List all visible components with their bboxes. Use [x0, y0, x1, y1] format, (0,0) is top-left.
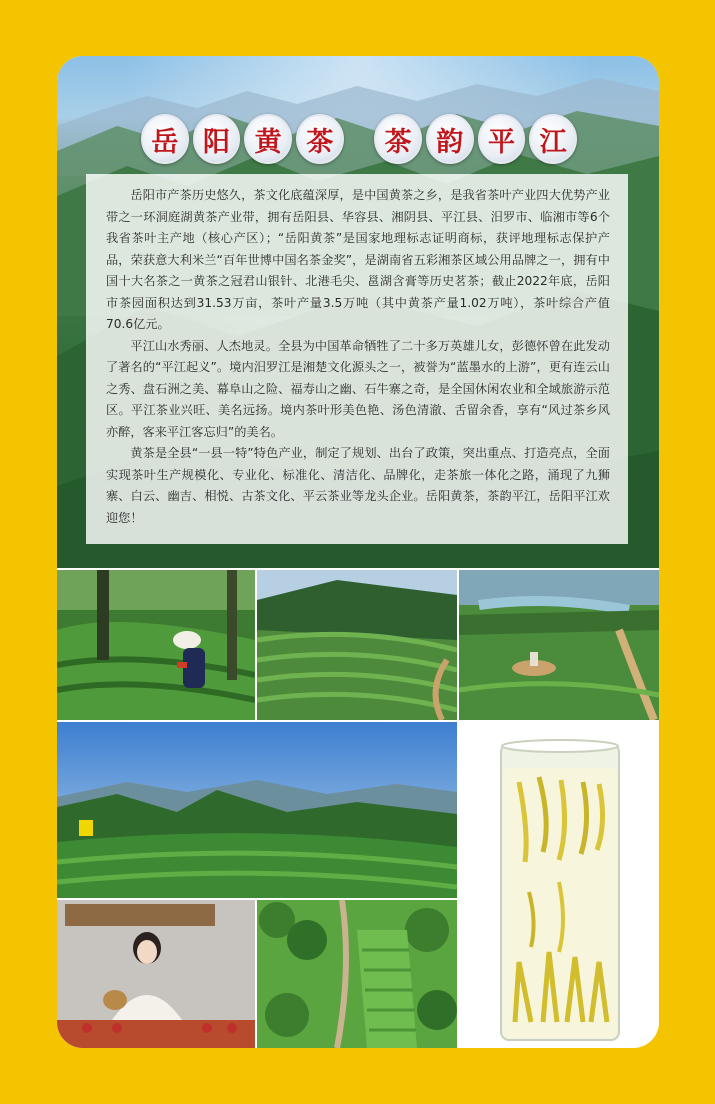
aerial-tea-valley-photo	[257, 900, 457, 1048]
tea-ceremony-photo	[57, 900, 255, 1048]
tea-garden-path-photo	[459, 570, 659, 720]
headline-char: 江	[529, 114, 577, 164]
intro-text-box	[86, 174, 628, 544]
headline-char: 茶	[296, 114, 344, 164]
tea-terrace-hill-photo	[257, 570, 457, 720]
headline-char: 韵	[426, 114, 474, 164]
poster	[57, 56, 659, 1048]
headline-char: 茶	[374, 114, 422, 164]
tea-picker-photo	[57, 570, 255, 720]
headline-char: 岳	[141, 114, 189, 164]
headline-char: 平	[478, 114, 526, 164]
headline-char: 黄	[244, 114, 292, 164]
hero-landscape	[57, 56, 659, 568]
intro-paragraph: 岳阳市产茶历史悠久，茶文化底蕴深厚，是中国黄茶之乡，是我省茶叶产业四大优势产业带之一环洞庭湖黄茶产业带，拥有岳阳县、华容县、湘阴县、平江县、汨罗市、临湘市等6个我省茶叶主产地（核心产区）；“岳阳黄茶”是国家地理标志证明商标，获评地理标志保护产品，荣获意大利米兰“百年世博中国名茶金奖”，是湖南省五彩湘茶区域公用品牌之一，拥有中国十大名茶之一黄茶之冠君山银针、北港毛尖、邕湖含膏等历史茗茶；截止2022年底，岳阳市茶园面积达到31.53万亩，茶叶产量3.5万吨（其中黄茶产量1.02万吨），茶叶综合产值70.6亿元。	[106, 188, 610, 331]
intro-paragraph: 平江山水秀丽、人杰地灵。全县为中国革命牺牲了二十多万英雄儿女，彭德怀曾在此发动了著名的“平江起义”。境内汨罗江是湘楚文化源头之一，被誉为“蓝墨水的上游”，更有连云山之秀、盘石洲之美、幕阜山之险、福寿山之幽、石牛寨之奇，是全国休闲农业和全域旅游示范区。平江茶业兴旺、美名远扬。境内茶叶形美色艳、汤色清澈、舌留余香，享有“风过茶乡风亦醉，客来平江客忘归”的美名。	[106, 338, 610, 439]
mountain-tea-field-photo	[57, 722, 457, 898]
intro-paragraph: 黄茶是全县“一县一特”特色产业，制定了规划、出台了政策，突出重点、打造亮点，全面实现茶叶生产规模化、专业化、标准化、清洁化、品牌化，走茶旅一体化之路，涌现了九狮寨、白云、幽吉、相悦、古茶文化、平云茶业等龙头企业。岳阳黄茶，茶韵平江，岳阳平江欢迎您！	[106, 446, 610, 525]
glass-of-yellow-tea-photo	[459, 722, 659, 1048]
headline-char: 阳	[193, 114, 241, 164]
headline	[141, 114, 581, 164]
